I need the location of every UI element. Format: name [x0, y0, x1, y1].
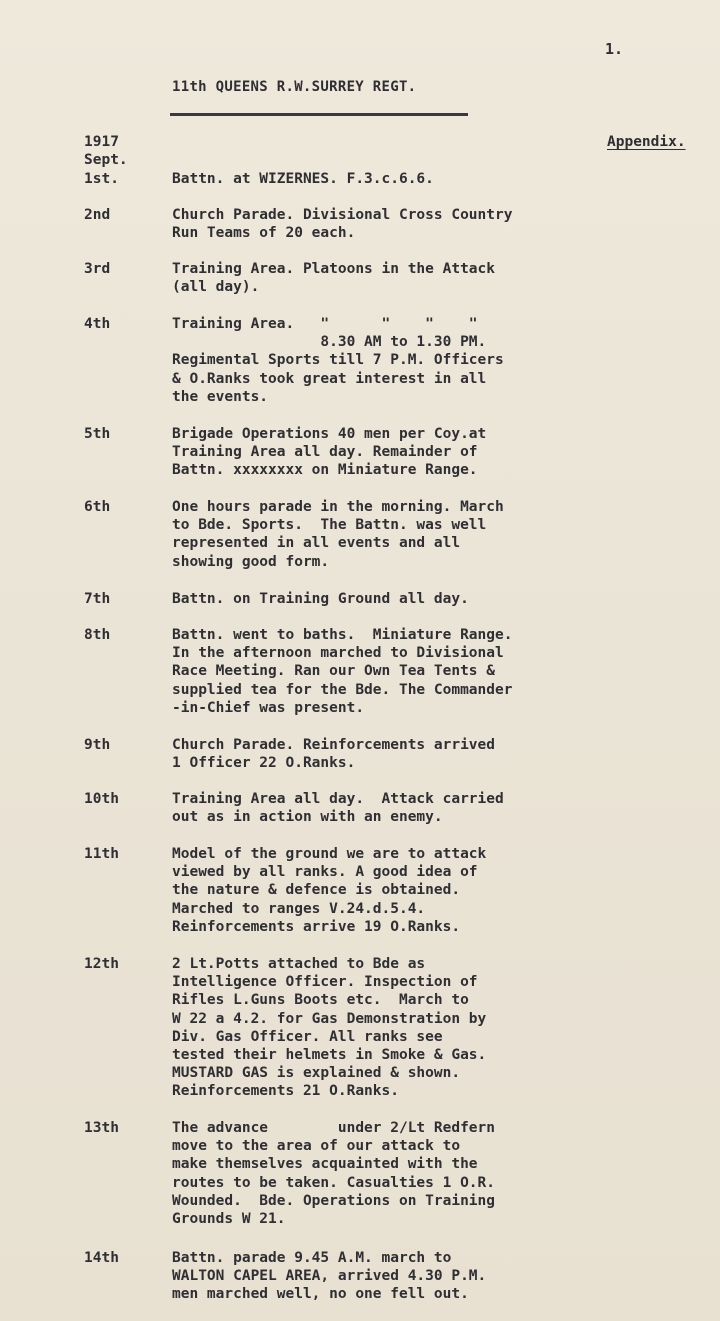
entry-day: 13th	[84, 1120, 119, 1136]
entry-text: 2 Lt.Potts attached to Bde as Intelligence Officer. Inspection of Rifles L.Guns Boots etc. March to W 22 a 4.2. for Gas Demonstration by Div. Gas Officer. All ranks see tested their helmets in Smoke & Gas. MUSTARD GAS is explained & shown. Reinforcements 21 O.Ranks.	[172, 956, 487, 1100]
heading-underline	[170, 113, 468, 116]
entry-text: Training Area. " " " " 8.30 AM to 1.30 PM. Regimental Sports till 7 P.M. Officers & O.Ranks took great interest in all the events.	[172, 316, 504, 405]
entry-text: Battn. on Training Ground all day.	[172, 591, 469, 607]
entry-text: Battn. went to baths. Miniature Range. In the afternoon marched to Divisional Race Meeting. Ran our Own Tea Tents & supplied tea for the Bde. The Commander -in-Chief was present.	[172, 627, 513, 716]
entry-text: Battn. at WIZERNES. F.3.c.6.6.	[172, 171, 434, 187]
entry-day: 3rd	[84, 261, 111, 277]
year-label: 1917	[84, 134, 119, 150]
page-number: 1.	[605, 40, 624, 58]
entry-day: 8th	[84, 627, 111, 643]
document-heading: 11th QUEENS R.W.SURREY REGT.	[172, 79, 417, 95]
entry-day: 14th	[84, 1250, 119, 1266]
entry-text: The advance under 2/Lt Redfern move to the area of our attack to make themselves acquainted with the routes to be taken. Casualties 1 O.R. Wounded. Bde. Operations on Training Grounds W 21.	[172, 1120, 496, 1228]
entry-day: 9th	[84, 737, 111, 753]
entry-day: 4th	[84, 316, 111, 332]
entry-text: Battn. parade 9.45 A.M. march to WALTON CAPEL AREA, arrived 4.30 P.M. men marched well, no one fell out.	[172, 1250, 487, 1303]
entry-text: One hours parade in the morning. March to Bde. Sports. The Battn. was well represented in all events and all showing good form.	[172, 499, 504, 570]
entry-day: 5th	[84, 426, 111, 442]
date-header	[84, 134, 128, 169]
entry-day: 6th	[84, 499, 111, 515]
entry-day: 10th	[84, 791, 119, 807]
entry-day: 1st.	[84, 171, 119, 187]
entry-text: Church Parade. Reinforcements arrived 1 Officer 22 O.Ranks.	[172, 737, 496, 772]
entry-text: Training Area. Platoons in the Attack (all day).	[172, 261, 496, 296]
entry-day: 12th	[84, 956, 119, 972]
month-label: Sept.	[84, 151, 128, 168]
entry-day: 2nd	[84, 207, 111, 223]
entry-text: Training Area all day. Attack carried out as in action with an enemy.	[172, 791, 504, 826]
entry-day: 7th	[84, 591, 111, 607]
entry-text: Brigade Operations 40 men per Coy.at Training Area all day. Remainder of Battn. xxxxxxxx on Miniature Range.	[172, 426, 487, 479]
entry-day: 11th	[84, 846, 119, 862]
entry-text: Church Parade. Divisional Cross Country Run Teams of 20 each.	[172, 207, 513, 242]
entry-text: Model of the ground we are to attack viewed by all ranks. A good idea of the nature & defence is obtained. Marched to ranges V.24.d.5.4. Reinforcements arrive 19 O.Ranks.	[172, 846, 487, 935]
appendix-label: Appendix.	[607, 134, 686, 150]
